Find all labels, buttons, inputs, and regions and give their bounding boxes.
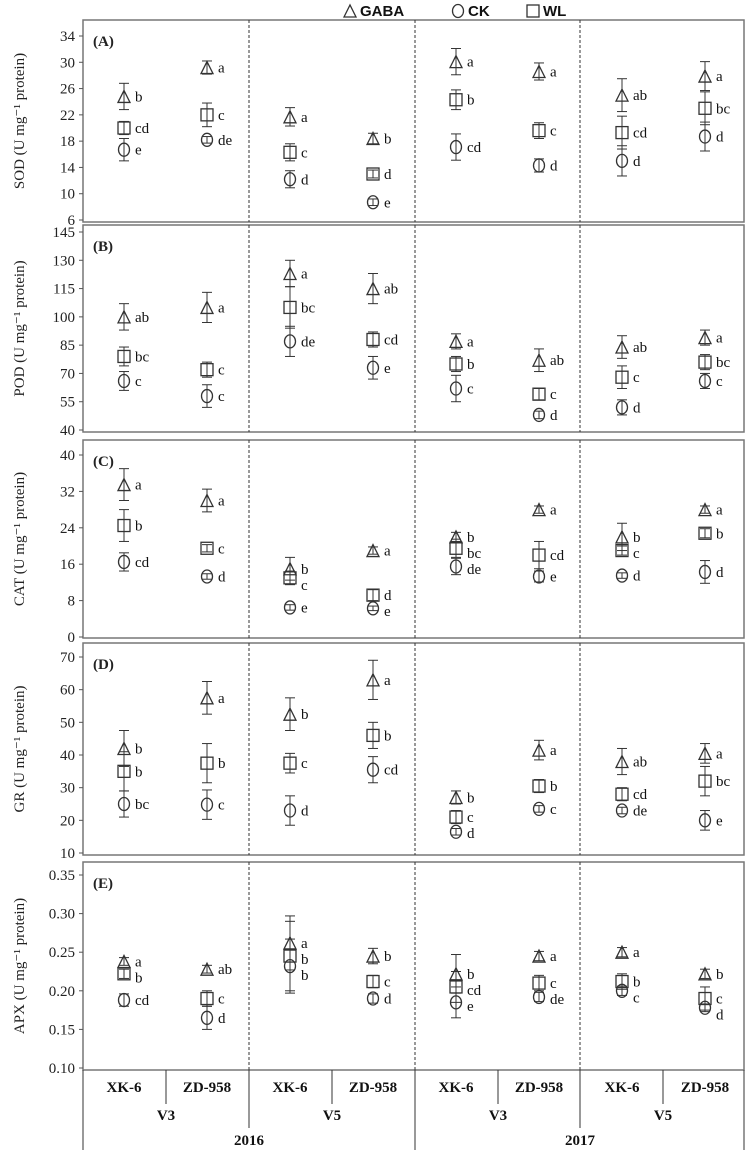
significance-letter: c [716, 991, 723, 1008]
significance-letter: ab [135, 309, 150, 326]
y-axis-label: SOD (U mg⁻¹ protein) [12, 52, 28, 190]
significance-letter: c [218, 991, 225, 1008]
significance-letter: a [301, 109, 308, 126]
significance-letter: bc [135, 349, 150, 366]
y-tick-label: 0.20 [48, 983, 75, 1000]
significance-letter: c [218, 389, 225, 406]
significance-letter: d [716, 564, 724, 581]
significance-letter: c [550, 976, 557, 993]
significance-letter: c [301, 756, 308, 773]
significance-letter: ab [633, 754, 648, 771]
significance-letter: a [218, 690, 225, 707]
significance-letter: a [716, 746, 723, 763]
significance-letter: d [301, 803, 309, 820]
significance-letter: d [384, 167, 392, 183]
x-cultivar-label: XK-6 [106, 1080, 142, 1096]
significance-letter: c [218, 797, 225, 814]
x-cultivar-label: ZD-958 [680, 1080, 730, 1096]
significance-letter: d [550, 158, 558, 175]
y-tick-label: 0.15 [48, 1022, 75, 1039]
significance-letter: d [384, 588, 392, 605]
y-tick-label: 115 [53, 281, 75, 298]
significance-letter: a [135, 954, 142, 971]
significance-letter: a [716, 502, 723, 519]
significance-letter: c [716, 373, 723, 390]
significance-letter: bc [716, 101, 731, 118]
significance-letter: a [301, 935, 308, 952]
significance-letter: d [550, 407, 558, 424]
significance-letter: c [467, 810, 474, 827]
panel-tag: (A) [93, 34, 114, 50]
significance-letter: a [550, 502, 557, 519]
significance-letter: a [135, 477, 142, 494]
significance-letter: b [301, 967, 309, 984]
y-tick-label: 50 [60, 715, 75, 732]
significance-letter: de [218, 132, 233, 149]
y-tick-label: 30 [60, 55, 75, 72]
y-tick-label: 20 [60, 813, 75, 830]
significance-letter: bc [467, 545, 482, 562]
significance-letter: c [633, 990, 640, 1007]
significance-letter: b [716, 526, 724, 543]
y-tick-label: 0 [67, 630, 75, 646]
significance-letter: a [384, 543, 391, 560]
y-tick-label: 14 [60, 160, 75, 177]
x-stage-label: V5 [653, 1108, 673, 1124]
y-tick-label: 70 [60, 650, 75, 666]
significance-letter: d [633, 153, 641, 170]
y-tick-label: 10 [60, 846, 75, 862]
legend-wl-square-icon [527, 5, 539, 17]
significance-letter: b [135, 764, 143, 781]
significance-letter: de [467, 561, 482, 578]
significance-letter: ab [550, 353, 565, 370]
panel-frame [83, 643, 744, 855]
significance-letter: bc [716, 355, 731, 372]
legend-label: WL [543, 3, 567, 20]
significance-letter: a [550, 949, 557, 966]
y-tick-label: 40 [60, 448, 75, 464]
significance-letter: a [218, 300, 225, 317]
significance-letter: b [467, 357, 475, 373]
y-tick-label: 26 [60, 81, 75, 98]
significance-letter: a [716, 69, 723, 86]
y-tick-label: 18 [60, 134, 75, 151]
significance-letter: d [218, 1010, 226, 1027]
significance-letter: cd [633, 125, 648, 142]
y-tick-label: 40 [60, 748, 75, 764]
significance-letter: b [384, 949, 392, 966]
significance-letter: b [301, 707, 309, 724]
panel-frame [83, 862, 744, 1070]
significance-letter: cd [633, 787, 648, 804]
significance-letter: b [550, 779, 558, 796]
significance-letter: b [467, 790, 475, 807]
x-cultivar-label: XK-6 [438, 1080, 474, 1096]
significance-letter: c [467, 381, 474, 398]
significance-letter: d [301, 172, 309, 189]
significance-letter: b [384, 728, 392, 745]
y-tick-label: 8 [67, 593, 75, 610]
y-tick-label: 6 [67, 213, 75, 229]
significance-letter: d [716, 129, 724, 146]
significance-letter: d [384, 991, 392, 1008]
significance-letter: c [550, 801, 557, 818]
significance-letter: b [716, 966, 724, 983]
significance-letter: c [135, 373, 142, 390]
significance-letter: a [218, 493, 225, 510]
significance-letter: b [467, 529, 475, 546]
significance-letter: d [467, 826, 475, 843]
significance-letter: a [301, 266, 308, 283]
significance-letter: e [716, 813, 723, 830]
significance-letter: c [301, 577, 308, 594]
y-tick-label: 34 [60, 29, 75, 45]
significance-letter: a [467, 54, 474, 71]
significance-letter: cd [384, 332, 399, 349]
significance-letter: e [384, 195, 391, 212]
legend-gaba-triangle-icon [344, 5, 356, 17]
significance-letter: c [218, 541, 225, 558]
significance-letter: b [301, 951, 309, 968]
significance-letter: b [135, 518, 143, 535]
y-tick-label: 24 [60, 520, 75, 537]
significance-letter: c [550, 123, 557, 140]
significance-letter: cd [550, 548, 565, 565]
significance-letter: e [550, 569, 557, 586]
significance-letter: c [218, 107, 225, 124]
significance-letter: de [633, 803, 648, 820]
significance-letter: cd [135, 554, 150, 571]
significance-letter: b [301, 561, 309, 578]
significance-letter: a [550, 743, 557, 760]
significance-letter: a [218, 60, 225, 77]
significance-letter: de [301, 334, 316, 351]
legend-ck-circle-icon [453, 5, 464, 18]
y-axis-label: POD (U mg⁻¹ protein) [12, 260, 28, 397]
significance-letter: ab [633, 340, 648, 357]
significance-letter: c [550, 387, 557, 404]
significance-letter: d [633, 400, 641, 417]
significance-letter: c [301, 145, 308, 162]
y-axis-label: APX (U mg⁻¹ protein) [12, 897, 28, 1035]
y-tick-label: 100 [52, 309, 75, 326]
y-tick-label: 0.25 [48, 945, 75, 962]
significance-letter: bc [301, 300, 316, 317]
significance-letter: e [301, 600, 308, 617]
y-tick-label: 55 [60, 394, 75, 411]
significance-letter: ab [384, 281, 399, 298]
x-cultivar-label: XK-6 [604, 1080, 640, 1096]
significance-letter: b [135, 970, 143, 987]
y-tick-label: 30 [60, 780, 75, 797]
x-stage-label: V5 [322, 1108, 342, 1124]
significance-letter: b [467, 92, 475, 109]
x-cultivar-label: ZD-958 [182, 1080, 232, 1096]
significance-letter: b [135, 89, 143, 106]
panel-frame [83, 20, 744, 222]
significance-letter: bc [135, 797, 150, 813]
x-cultivar-label: XK-6 [272, 1080, 308, 1096]
significance-letter: b [218, 756, 226, 773]
significance-letter: cd [135, 121, 150, 137]
y-tick-label: 0.35 [48, 868, 75, 884]
significance-letter: c [218, 362, 225, 379]
significance-letter: c [384, 974, 391, 991]
y-tick-label: 60 [60, 682, 75, 699]
significance-letter: c [633, 370, 640, 387]
significance-letter: a [633, 945, 640, 962]
significance-letter: b [135, 741, 143, 758]
significance-letter: b [384, 131, 392, 148]
significance-letter: a [467, 334, 474, 351]
legend-label: CK [468, 3, 490, 20]
legend-label: GABA [360, 3, 405, 20]
y-tick-label: 70 [60, 366, 75, 383]
y-tick-label: 130 [52, 253, 75, 270]
significance-letter: a [550, 64, 557, 81]
x-cultivar-label: ZD-958 [514, 1080, 564, 1096]
y-axis-label: CAT (U mg⁻¹ protein) [12, 471, 28, 607]
y-axis-label: GR (U mg⁻¹ protein) [12, 685, 28, 813]
significance-letter: a [716, 330, 723, 347]
significance-letter: e [135, 142, 142, 159]
significance-letter: ab [218, 962, 233, 979]
significance-letter: b [633, 529, 641, 546]
x-cultivar-label: ZD-958 [348, 1080, 398, 1096]
significance-letter: bc [716, 774, 731, 791]
significance-letter: d [716, 1007, 724, 1024]
significance-letter: e [384, 360, 391, 377]
significance-letter: cd [135, 993, 150, 1010]
panel-tag: (D) [93, 657, 114, 673]
y-tick-label: 40 [60, 423, 75, 439]
y-tick-label: 0.10 [48, 1061, 75, 1077]
significance-letter: de [550, 992, 565, 1009]
significance-letter: cd [467, 982, 482, 999]
panel-frame [83, 225, 744, 432]
y-tick-label: 10 [60, 186, 75, 203]
y-tick-label: 32 [60, 484, 75, 501]
significance-letter: b [633, 974, 641, 991]
y-tick-label: 16 [60, 557, 75, 574]
x-stage-label: V3 [488, 1108, 508, 1124]
significance-letter: c [633, 545, 640, 562]
significance-letter: cd [384, 762, 399, 779]
significance-letter: ab [633, 88, 648, 105]
significance-letter: e [384, 604, 391, 621]
panel-frame [83, 440, 744, 638]
y-tick-label: 0.30 [48, 906, 75, 923]
panel-tag: (C) [93, 454, 114, 470]
significance-letter: e [467, 998, 474, 1015]
significance-letter: a [384, 672, 391, 689]
significance-letter: d [633, 568, 641, 585]
y-tick-label: 145 [52, 225, 75, 241]
y-tick-label: 22 [60, 107, 75, 124]
x-year-label: 2016 [234, 1133, 264, 1149]
significance-letter: d [218, 569, 226, 586]
x-stage-label: V3 [156, 1108, 176, 1124]
panel-tag: (E) [93, 876, 113, 892]
x-year-label: 2017 [565, 1133, 595, 1149]
significance-letter: cd [467, 140, 482, 157]
y-tick-label: 85 [60, 338, 75, 355]
significance-letter: b [467, 966, 475, 983]
panel-tag: (B) [93, 239, 113, 255]
